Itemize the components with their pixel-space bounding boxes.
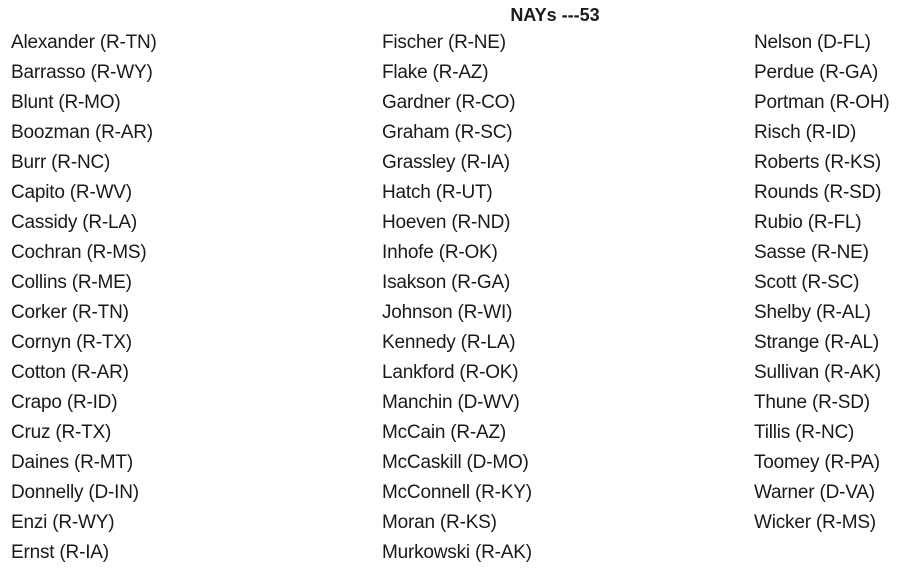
senator-name: McCain (R-AZ) [382,422,507,443]
senator-name: Gardner (R-CO) [382,92,516,113]
senator-name: Roberts (R-KS) [754,152,882,173]
senator-name: Sullivan (R-AK) [754,362,881,383]
senator-name: Scott (R-SC) [754,272,860,293]
senator-name: McCaskill (D-MO) [382,452,529,473]
senator-name: Graham (R-SC) [382,122,513,143]
senator-name: Collins (R-ME) [11,272,132,293]
senator-name: Warner (D-VA) [754,482,875,503]
senator-name: Sasse (R-NE) [754,242,869,263]
senator-name: Manchin (D-WV) [382,392,520,413]
senator-name: Kennedy (R-LA) [382,332,516,353]
senator-name: Toomey (R-PA) [754,452,880,473]
senator-name: Thune (R-SD) [754,392,870,413]
senator-name: Flake (R-AZ) [382,62,489,83]
senator-name: Fischer (R-NE) [382,32,506,53]
senator-name: Hatch (R-UT) [382,182,493,203]
senator-name: Johnson (R-WI) [382,302,513,323]
senator-name: Donnelly (D-IN) [11,482,139,503]
senator-name: Grassley (R-IA) [382,152,510,173]
senator-name: Shelby (R-AL) [754,302,871,323]
senator-name: Risch (R-ID) [754,122,857,143]
senator-column-2 [382,28,532,568]
senator-name: Burr (R-NC) [11,152,111,173]
senator-name: Barrasso (R-WY) [11,62,153,83]
senator-name: Cochran (R-MS) [11,242,147,263]
senator-name: Perdue (R-GA) [754,62,879,83]
senator-column-1 [11,28,157,568]
senator-name: Rounds (R-SD) [754,182,882,203]
senator-name: Strange (R-AL) [754,332,879,353]
senator-name: Cornyn (R-TX) [11,332,132,353]
senator-name: Moran (R-KS) [382,512,497,533]
senator-name: Crapo (R-ID) [11,392,118,413]
senator-name: Portman (R-OH) [754,92,890,113]
senator-name: Wicker (R-MS) [754,512,876,533]
senator-name: Corker (R-TN) [11,302,129,323]
senator-name: Rubio (R-FL) [754,212,862,233]
senator-name: Murkowski (R-AK) [382,542,532,563]
senator-column-3 [754,28,890,538]
senator-name: Enzi (R-WY) [11,512,115,533]
senator-name: McConnell (R-KY) [382,482,532,503]
nays-heading: NAYs ---53 [510,5,600,25]
senator-name: Tillis (R-NC) [754,422,855,443]
senator-name: Lankford (R-OK) [382,362,519,383]
senator-name: Cassidy (R-LA) [11,212,137,233]
senator-name: Daines (R-MT) [11,452,133,473]
senator-name: Alexander (R-TN) [11,32,157,53]
senator-name: Isakson (R-GA) [382,272,511,293]
senator-name: Boozman (R-AR) [11,122,153,143]
senator-name: Inhofe (R-OK) [382,242,498,263]
senator-name: Hoeven (R-ND) [382,212,511,233]
senator-name: Cruz (R-TX) [11,422,112,443]
senator-name: Capito (R-WV) [11,182,132,203]
senator-name: Ernst (R-IA) [11,542,109,563]
senator-name: Cotton (R-AR) [11,362,129,383]
senator-name: Nelson (D-FL) [754,32,871,53]
senator-name: Blunt (R-MO) [11,92,121,113]
